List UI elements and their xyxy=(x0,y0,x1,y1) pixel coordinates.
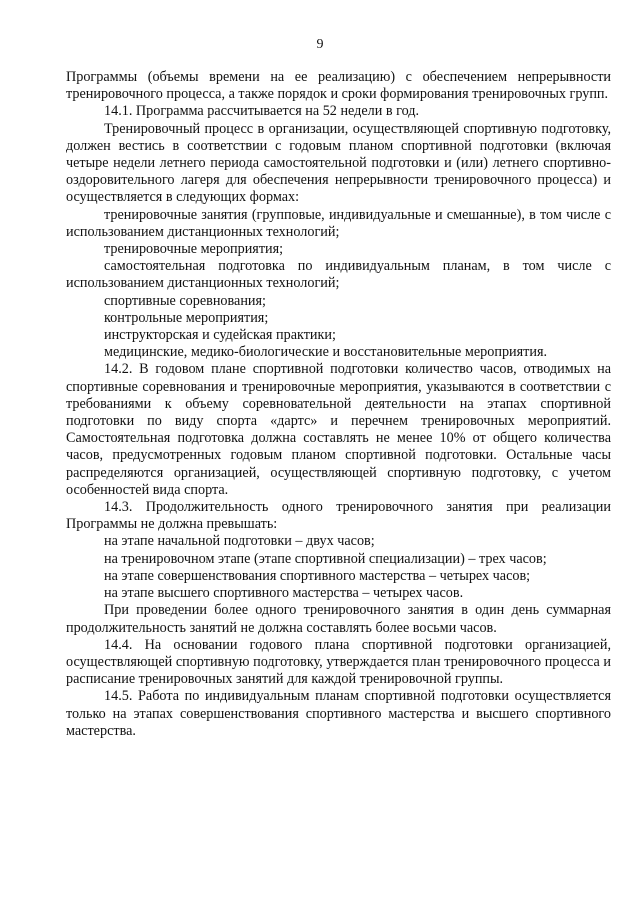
list-item-training-stage: на тренировочном этапе (этапе спортивной специализации) – трех часов; xyxy=(104,550,547,567)
list-item-instructor-practice: инструкторская и судейская практики; xyxy=(104,327,336,344)
list-item-initial-stage: на этапе начальной подготовки – двух часов; xyxy=(104,533,375,550)
list-item-training-events: тренировочные мероприятия; xyxy=(104,241,284,258)
paragraph-14-2: 14.2. В годовом плане спортивной подготовки количество часов, отводимых на спортивные соревнования и тренировочные мероприятия, указываются в соответствии с требованиями к объему соревновательной деятельности на этапах спортивной подготовки по виду спорта «дартс» и перечнем тренировочных мероприятий. Самостоятельная подготовка должна составлять не менее 10% от общего количества часов, предусмотренных годовым планом спортивной подготовки. Остальные часы распределяются организацией, осуществляющей спортивную подготовку, с учетом особенностей вида спорта. xyxy=(66,361,611,498)
list-item-competitions: спортивные соревнования; xyxy=(104,292,266,309)
page-number: 9 xyxy=(316,37,324,52)
list-item-control-events: контрольные мероприятия; xyxy=(104,309,269,326)
paragraph-14-1: 14.1. Программа рассчитывается на 52 недели в год. xyxy=(104,103,420,120)
paragraph-14-5: 14.5. Работа по индивидуальным планам спортивной подготовки осуществляется только на этапах совершенствования спортивного мастерства и высшего спортивного мастерства. xyxy=(66,688,611,739)
paragraph-14-3: 14.3. Продолжительность одного тренировочного занятия при реализации Программы не должна превышать: xyxy=(66,499,611,533)
paragraph-program-scope: Программы (объемы времени на ее реализацию) с обеспечением непрерывности тренировочного процесса, а также порядок и сроки формирования тренировочных групп. xyxy=(66,69,611,103)
list-item-improvement-stage: на этапе совершенствования спортивного мастерства – четырех часов; xyxy=(104,567,531,584)
list-item-training-sessions: тренировочные занятия (групповые, индивидуальные и смешанные), в том числе с использованием дистанционных технологий; xyxy=(66,206,611,240)
paragraph-multiple-sessions: При проведении более одного тренировочного занятия в один день суммарная продолжительность занятий не должна составлять более восьми часов. xyxy=(66,602,611,636)
document-body xyxy=(66,69,611,740)
list-item-medical-events: медицинские, медико-биологические и восстановительные мероприятия. xyxy=(104,344,548,361)
list-item-self-training: самостоятельная подготовка по индивидуальным планам, в том числе с использованием дистанционных технологий; xyxy=(66,258,611,292)
list-item-higher-stage: на этапе высшего спортивного мастерства – четырех часов. xyxy=(104,585,464,602)
paragraph-training-process: Тренировочный процесс в организации, осуществляющей спортивную подготовку, должен вестись в соответствии с годовым планом спортивной подготовки (включая четыре недели летнего периода самостоятельной подготовки и (или) летнего спортивно-оздоровительного лагеря для обеспечения непрерывности тренировочного процесса) и осуществляется в следующих формах: xyxy=(66,120,611,206)
paragraph-14-4: 14.4. На основании годового плана спортивной подготовки организацией, осуществляющей спортивную подготовку, утверждается план тренировочного процесса и расписание тренировочных занятий для каждой тренировочной группы. xyxy=(66,636,611,688)
